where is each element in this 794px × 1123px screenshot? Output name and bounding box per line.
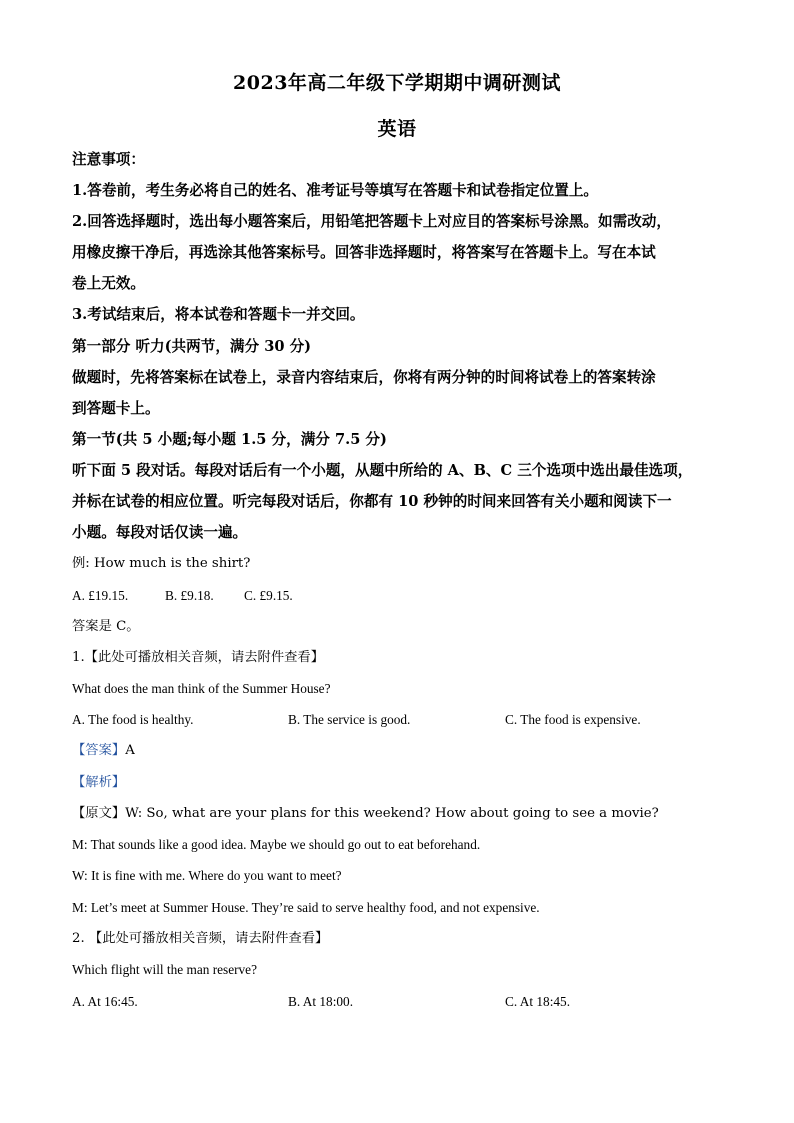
example-option-c: C. £9.15. [244, 588, 293, 603]
q2-audio-note: 2. 【此处可播放相关音频，请去附件查看】 [72, 931, 329, 946]
part1-instruction: 到答题卡上。 [72, 400, 160, 417]
example-question: 例: How much is the shirt? [72, 556, 251, 571]
notice-item: 2.回答选择题时，选出每小题答案后，用铅笔把答题卡上对应目的答案标号涂黑。如需改动， [72, 213, 671, 230]
section1-instruction: 听下面 5 段对话。每段对话后有一个小题，从题中所给的 A、B、C 三个选项中选出最佳选项， [72, 462, 693, 479]
notice-item: 卷上无效。 [72, 275, 145, 292]
q2-option-c: C. At 18:45. [505, 994, 571, 1009]
example-answer: 答案是 C。 [72, 619, 140, 634]
q1-audio-note: 1.【此处可播放相关音频，请去附件查看】 [72, 650, 325, 665]
section1-instruction: 并标在试卷的相应位置。听完每段对话后，你都有 10 秒钟的时间来回答有关小题和阅读下一 [72, 493, 672, 510]
q1-question: What does the man think of the Summer House? [72, 681, 331, 696]
q1-answer [72, 741, 135, 761]
example-option-a: A. £19.15. [72, 588, 129, 603]
exam-title: 2023年高二年级下学期期中调研测试 [233, 72, 561, 94]
transcript-line: M: That sounds like a good idea. Maybe we should go out to eat beforehand. [72, 837, 481, 852]
transcript-line: M: Let’s meet at Summer House. They’re said to serve healthy food, and not expensive. [72, 900, 540, 915]
q1-option-a: A. The food is healthy. [72, 712, 194, 727]
q2-option-a: A. At 16:45. [72, 994, 138, 1009]
answer-value: A [125, 743, 135, 758]
q2-option-b: B. At 18:00. [288, 994, 354, 1009]
q2-question: Which flight will the man reserve? [72, 962, 257, 977]
q1-option-c: C. The food is expensive. [505, 712, 641, 727]
q1-option-b: B. The service is good. [288, 712, 411, 727]
example-option-b: B. £9.18. [165, 588, 214, 603]
notice-item: 1.答卷前，考生务必将自己的姓名、准考证号等填写在答题卡和试卷指定位置上。 [72, 182, 599, 199]
transcript-line: 【原文】W: So, what are your plans for this weekend? How about going to see a movie? [72, 806, 659, 821]
answer-tag: 【答案】 [72, 743, 126, 758]
notice-item: 用橡皮擦干净后，再选涂其他答案标号。回答非选择题时，将答案写在答题卡上。写在本试 [72, 244, 656, 261]
subject-title: 英语 [377, 118, 417, 140]
transcript-line: W: It is fine with me. Where do you want to meet? [72, 868, 342, 883]
section1-instruction: 小题。每段对话仅读一遍。 [72, 524, 248, 541]
notice-heading: 注意事项： [72, 151, 145, 168]
section1-heading: 第一节(共 5 小题;每小题 1.5 分，满分 7.5 分) [72, 431, 387, 448]
notice-item: 3.考试结束后，将本试卷和答题卡一并交回。 [72, 306, 365, 323]
analysis-tag: 【解析】 [72, 775, 126, 790]
part1-heading: 第一部分 听力(共两节，满分 30 分) [72, 338, 312, 355]
part1-instruction: 做题时，先将答案标在试卷上，录音内容结束后，你将有两分钟的时间将试卷上的答案转涂 [72, 369, 656, 386]
